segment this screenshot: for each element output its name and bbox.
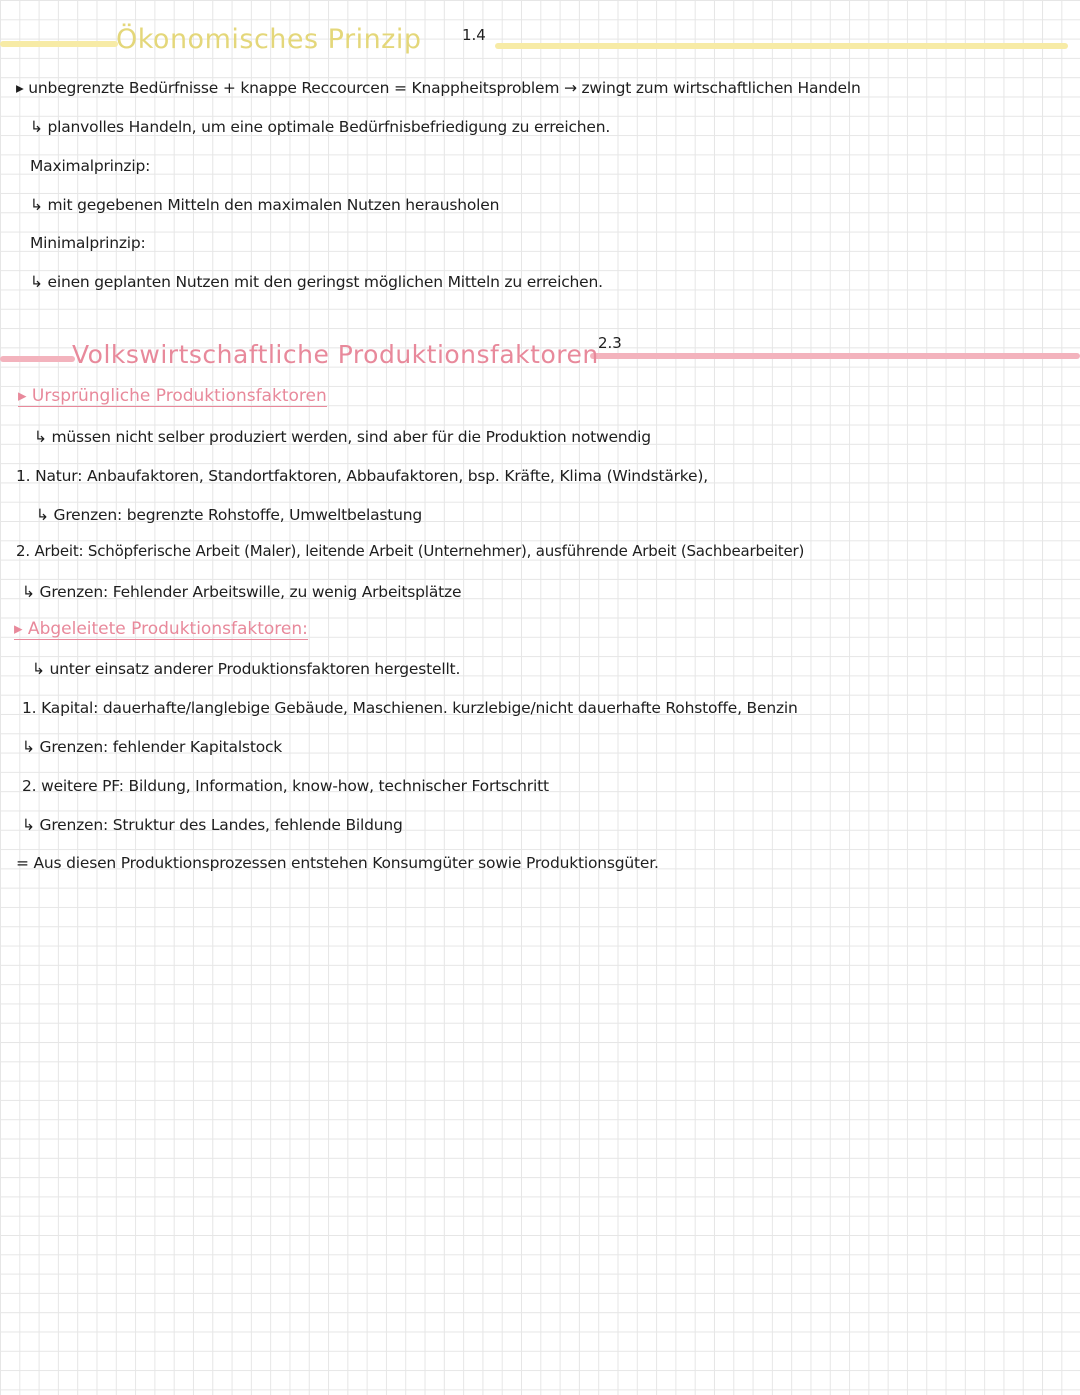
section-number-2-3: 2.3 [598, 334, 622, 352]
note-line: ▸ unbegrenzte Bedürfnisse + knappe Reccourcen = Knappheitsproblem → zwingt zum wirtschaftlichen Handeln [16, 79, 861, 97]
subheading-urspruengliche-produktionsfaktoren: ▸ Ursprüngliche Produktionsfaktoren [18, 386, 327, 406]
note-line: ↳ einen geplanten Nutzen mit den geringst möglichen Mitteln zu erreichen. [30, 273, 603, 291]
note-line: 1. Natur: Anbaufaktoren, Standortfaktoren, Abbaufaktoren, bsp. Kräfte, Klima (Windstärke), [16, 467, 708, 485]
note-line: ↳ Grenzen: Struktur des Landes, fehlende Bildung [22, 816, 403, 834]
section-title-produktionsfaktoren: Volkswirtschaftliche Produktionsfaktoren [72, 340, 599, 369]
note-line: ↳ Grenzen: fehlender Kapitalstock [22, 738, 283, 756]
note-line: Maximalprinzip: [30, 157, 151, 175]
note-line: 2. Arbeit: Schöpferische Arbeit (Maler), leitende Arbeit (Unternehmer), ausführende Arbeit (Sachbearbeiter) [16, 542, 805, 560]
title-highlight-line-right [495, 43, 1068, 49]
title-highlight-line-left [0, 41, 118, 47]
note-line: ↳ unter einsatz anderer Produktionsfaktoren hergestellt. [32, 660, 461, 678]
note-line: ↳ Grenzen: Fehlender Arbeitswille, zu wenig Arbeitsplätze [22, 583, 462, 601]
title-highlight-line-left [0, 356, 75, 362]
note-line: ↳ mit gegebenen Mitteln den maximalen Nutzen herausholen [30, 196, 500, 214]
section-number-1-4: 1.4 [462, 26, 486, 44]
note-line: ↳ Grenzen: begrenzte Rohstoffe, Umweltbelastung [36, 506, 423, 524]
note-line: = Aus diesen Produktionsprozessen entstehen Konsumgüter sowie Produktionsgüter. [16, 854, 659, 872]
note-line: ↳ planvolles Handeln, um eine optimale Bedürfnisbefriedigung zu erreichen. [30, 118, 611, 136]
subheading-abgeleitete-produktionsfaktoren: ▸ Abgeleitete Produktionsfaktoren: [14, 619, 308, 639]
note-line: Minimalprinzip: [30, 234, 146, 252]
note-line: 1. Kapital: dauerhafte/langlebige Gebäude, Maschienen. kurzlebige/nicht dauerhafte Rohstoffe, Benzin [22, 699, 798, 717]
note-line: ↳ müssen nicht selber produziert werden, sind aber für die Produktion notwendig [34, 428, 651, 446]
note-line: 2. weitere PF: Bildung, Information, know-how, technischer Fortschritt [22, 777, 549, 795]
title-highlight-line-right [590, 353, 1080, 359]
section-title-oekonomisches-prinzip: Ökonomisches Prinzip [116, 24, 422, 55]
